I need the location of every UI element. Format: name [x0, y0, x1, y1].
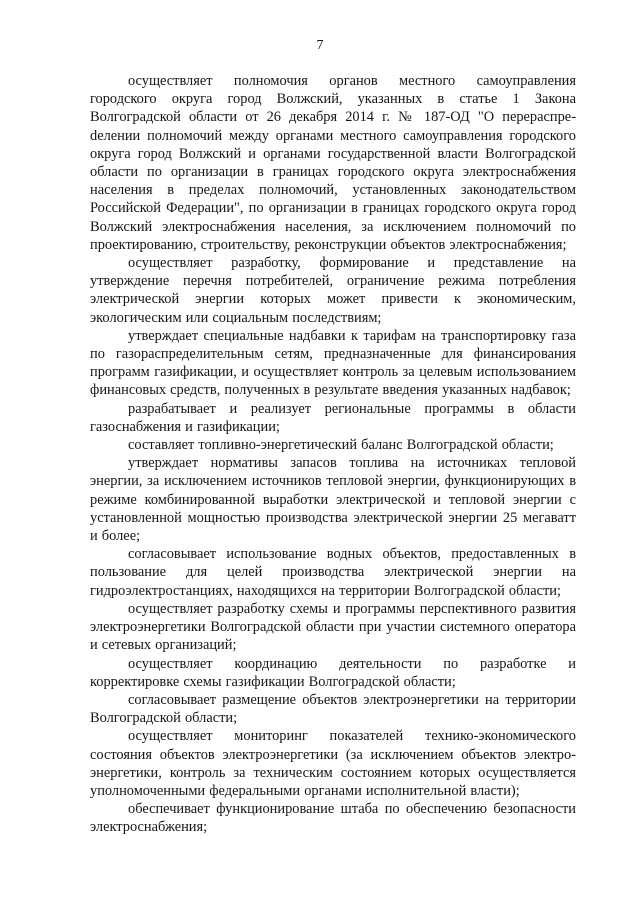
paragraph-fuel-energy-balance: составляет топливно-энергетический баланс Волгоградской области;: [128, 437, 554, 454]
paragraph-development-scheme: осуществляет разработку схемы и программы перспективного развития электроэнергетики Волгоградской области при участии системного оператора и сетевых организаций;: [90, 600, 576, 654]
paragraph-fuel-reserve-norms: утверждает нормативы запасов топлива на источниках тепловой энергии, за исключением источников тепловой энергии, функционирующих в режиме комбинированной выработки электрической и тепловой энергии с установленной мощностью производства электрической энергии 25 мегаватт и более;: [90, 455, 576, 545]
paragraph-objects-placement: согласовывает размещение объектов электроэнергетики на территории Волгоградской области;: [90, 691, 576, 727]
paragraph-gasification-scheme: осуществляет координацию деятельности по разработке и корректировке схемы газификации Волгоградской области;: [90, 655, 576, 690]
paragraph-powers-volzhsky: осуществляет полномочия органов местного самоуправления городского округа город Волжский, указанных в статье 1 Закона Волгоградской области от 26 декабря 2014 г. № 187-ОД "О перераспреdелении полномочий между органами местного самоуправления городского округа город Волжский и органами государственной власти Волгоградской области по организации в границах городского округа электроснабжения населения в пределах полномочий, установленных законодательством Российской Федерации", по организации в границах городского округа город Волжский электроснабжения населения, за исключением полномочий по проектированию, строительству, реконструкции объектов электроснабжения;: [90, 73, 576, 253]
paragraph-security-headquarters: обеспечивает функционирование штаба по обеспечению безопасности электроснабжения;: [90, 801, 576, 836]
paragraph-water-objects: согласовывает использование водных объектов, предоставленных в пользование для целей производства электрической энергии на гидроэлектростанциях, находящихся на территории Волгоградской области;: [90, 546, 576, 599]
paragraph-monitoring: осуществляет мониторинг показателей технико-экономического состояния объектов электроэнергетики (за исключением объектов электроэнергетики, контроль за техническим состоянием которых осуществляется уполномоченными федеральными органами исполнительной власти);: [90, 728, 576, 799]
page-number: 7: [316, 38, 324, 53]
paragraph-gas-tariff-surcharges: утверждает специальные надбавки к тарифам на транспортировку газа по газораспределительным сетям, предназначенные для финансирования программ газификации, и осуществляет контроль за целевым использованием финансовых средств, полученных в результате введения указанных надбавок;: [90, 327, 576, 399]
document-body: [90, 72, 576, 837]
paragraph-gasification-programs: разрабатывает и реализует региональные программы в области газоснабжения и газификации;: [90, 400, 576, 435]
paragraph-consumer-list: осуществляет разработку, формирование и представление на утверждение перечня потребителей, ограничение режима потребления электрической энергии которых может привести к экономическим, экологическим или социальным последствиям;: [90, 255, 576, 326]
